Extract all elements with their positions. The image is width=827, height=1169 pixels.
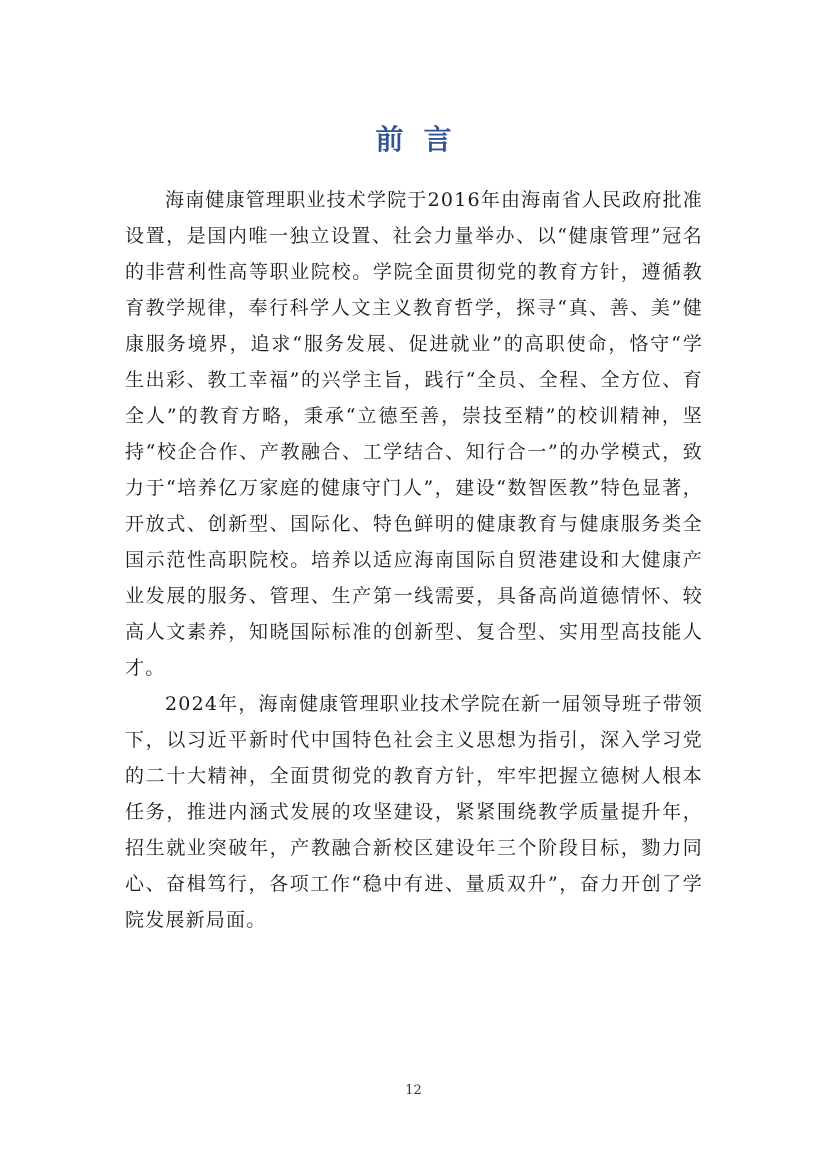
- page-title: 前言: [375, 123, 472, 156]
- paragraph-2: 2024年，海南健康管理职业技术学院在新一届领导班子带领下，以习近平新时代中国特色社会主义思想为指引，深入学习党的二十大精神，全面贯彻党的教育方针，牢牢把握立德树人根本任务，推进内涵式发展的攻坚建设，紧紧围绕教学质量提升年，招生就业突破年，产教融合新校区建设年三个阶段目标，勠力同心、奋楫笃行，各项工作“稳中有进、量质双升”，奋力开创了学院发展新局面。: [125, 693, 703, 931]
- page-number: 12: [405, 1083, 422, 1098]
- paragraph-1: 海南健康管理职业技术学院于2016年由海南省人民政府批准设置，是国内唯一独立设置、社会力量举办、以“健康管理”冠名的非营利性高等职业院校。学院全面贯彻党的教育方针，遵循教育教学规律，奉行科学人文主义教育哲学，探寻“真、善、美”健康服务境界，追求“服务发展、促进就业”的高职使命，恪守“学生出彩、教工幸福”的兴学主旨，践行“全员、全程、全方位、育全人”的教育方略，秉承“立德至善，崇技至精”的校训精神，坚持“校企合作、产教融合、工学结合、知行合一”的办学模式，致力于“培养亿万家庭的健康守门人”，建设“数智医教”特色显著，开放式、创新型、国际化、特色鲜明的健康教育与健康服务类全国示范性高职院校。培养以适应海南国际自贸港建设和大健康产业发展的服务、管理、生产第一线需要，具备高尚道德情怀、较高人文素养，知晓国际标准的创新型、复合型、实用型高技能人才。: [125, 189, 703, 679]
- body-text: [125, 182, 703, 938]
